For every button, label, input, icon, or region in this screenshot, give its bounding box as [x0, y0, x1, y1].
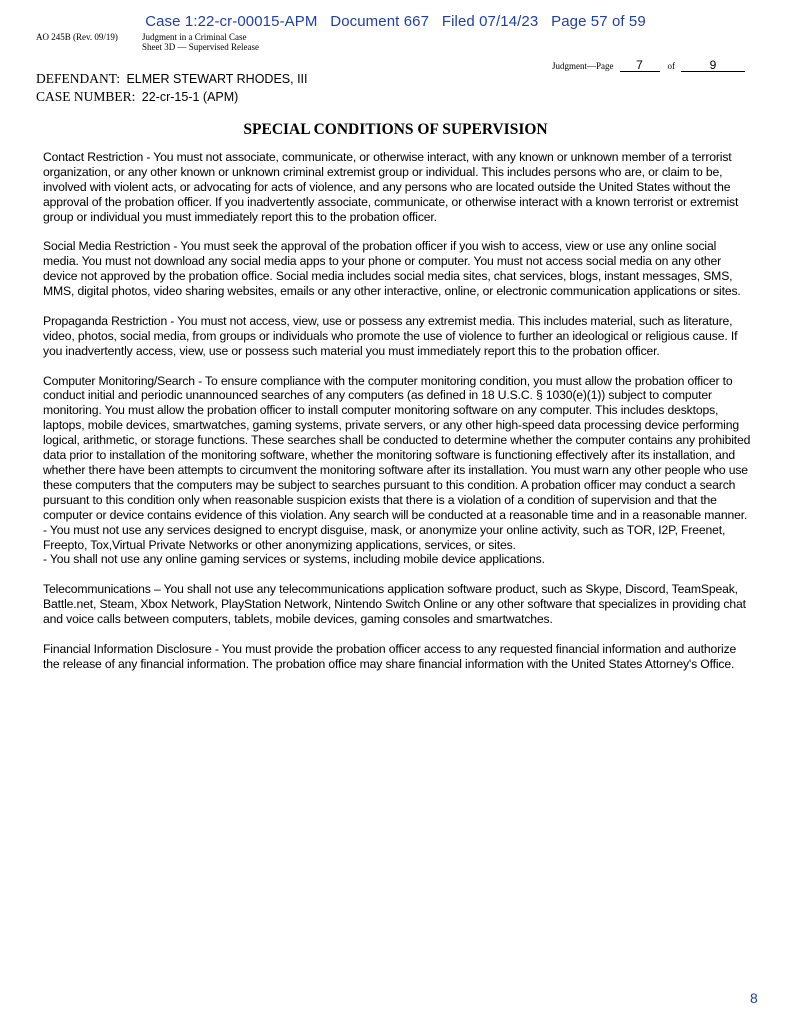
telecommunications-paragraph: Telecommunications – You shall not use any telecommunications application software product, such as Skype, Discord, TeamSpeak, Battle.net, Steam, Xbox Network, PlayStation Network, Nintendo Switch Online or any other software that specializes in providing chat and voice calls between computers, tablets, mobile devices, gaming consoles and smartwatches.: [43, 582, 746, 627]
form-description: [142, 32, 259, 52]
form-title: Judgment in a Criminal Case: [142, 32, 247, 42]
judgment-page-number: 7: [620, 60, 660, 72]
computer-monitoring-main: Computer Monitoring/Search - To ensure compliance with the computer monitoring condition, you must allow the probation officer to conduct initial and periodic unannounced searches of any computers (as defined in 18 U.S.C. § 1030(e)(1)) subject to computer monitoring. You must allow the probation officer to install computer monitoring software on any computer. This includes desktops, laptops, mobile devices, smartwatches, gaming systems, private servers, or any other high-speed data processing device performing logical, arithmetic, or storage functions. These searches shall be conducted to determine whether the computer contains any prohibited data prior to installation of the monitoring software, whether the monitoring software is functioning effectively after its installation, and whether there have been attempts to circumvent the monitoring software after its installation. You must warn any other people who use these computers that the computers may be subject to searches pursuant to this condition. A probation officer may conduct a search pursuant to this condition only when reasonable suspicion exists that there is a violation of a condition of supervision and that the computer or device contains evidence of this violation. Any search will be conducted at a reasonable time and in a reasonable manner.: [43, 373, 751, 522]
defendant-label: DEFENDANT:: [36, 71, 121, 86]
financial-disclosure-paragraph: Financial Information Disclosure - You must provide the probation officer access to any requested financial information and authorize the release of any financial information. The probation office may share financial information with the United States Attorney's Office.: [43, 641, 737, 671]
computer-monitoring-anonymize-bullet: - You must not use any services designed to encrypt disguise, mask, or anonymize your online activity, such as TOR, I2P, Freenet, Freepto, Tox,Virtual Private Networks or other anonymizing applications, services, or sites.: [43, 522, 726, 552]
judgment-of-label: of: [667, 61, 675, 71]
page-title: SPECIAL CONDITIONS OF SUPERVISION: [243, 121, 548, 138]
computer-monitoring-gaming-bullet: - You shall not use any online gaming services or systems, including mobile device applications.: [43, 552, 545, 567]
case-number-label: CASE NUMBER:: [36, 89, 136, 104]
defendant-name: ELMER STEWART RHODES, III: [126, 72, 308, 86]
conditions-body: [43, 150, 755, 687]
judgment-page-indicator: [552, 60, 764, 72]
computer-monitoring-paragraph: [43, 374, 755, 568]
case-number-value: 22-cr-15-1 (APM): [141, 90, 239, 104]
contact-restriction-paragraph: Contact Restriction - You must not associate, communicate, or otherwise interact, with any known or unknown member of a terrorist organization, or any other known or unknown criminal extremist group or individual. This includes persons who are, or claim to be, involved with violent acts, or advocating for acts of violence, and any persons who are located outside the United States without the approval of the probation officer. If you inadvertently associate, communicate, or otherwise interact with a known terrorist or extremist group or individual you must immediately report this to the probation officer.: [43, 150, 739, 224]
judgment-page-label: Judgment—Page: [552, 61, 614, 71]
defendant-line: [36, 71, 308, 87]
page-number: 8: [750, 990, 758, 1006]
form-identifier: [36, 32, 259, 52]
case-number-line: [36, 89, 238, 105]
form-sheet: Sheet 3D — Supervised Release: [142, 42, 259, 52]
propaganda-restriction-paragraph: Propaganda Restriction - You must not access, view, use or possess any extremist media. This includes material, such as literature, video, photos, social media, from groups or individuals who promote the use of violence to further an ideological or religious cause. If you inadvertently access, view, use or possess such material you must immediately report this to the probation officer.: [43, 313, 738, 358]
ecf-header-stamp: Case 1:22-cr-00015-APM Document 667 Filed 07/14/23 Page 57 of 59: [145, 13, 646, 30]
form-code: AO 245B (Rev. 09/19): [36, 32, 118, 42]
social-media-restriction-paragraph: Social Media Restriction - You must seek the approval of the probation officer if you wish to access, view or use any online social media. You must not download any social media apps to your phone or computer. You must not access social media on any other device not approved by the probation office. Social media includes social media sites, chat services, blogs, instant messages, SMS, MMS, digital photos, video sharing websites, emails or any other interactive, online, or electronic communication applications or sites.: [43, 239, 741, 299]
judgment-page-total: 9: [681, 60, 745, 72]
